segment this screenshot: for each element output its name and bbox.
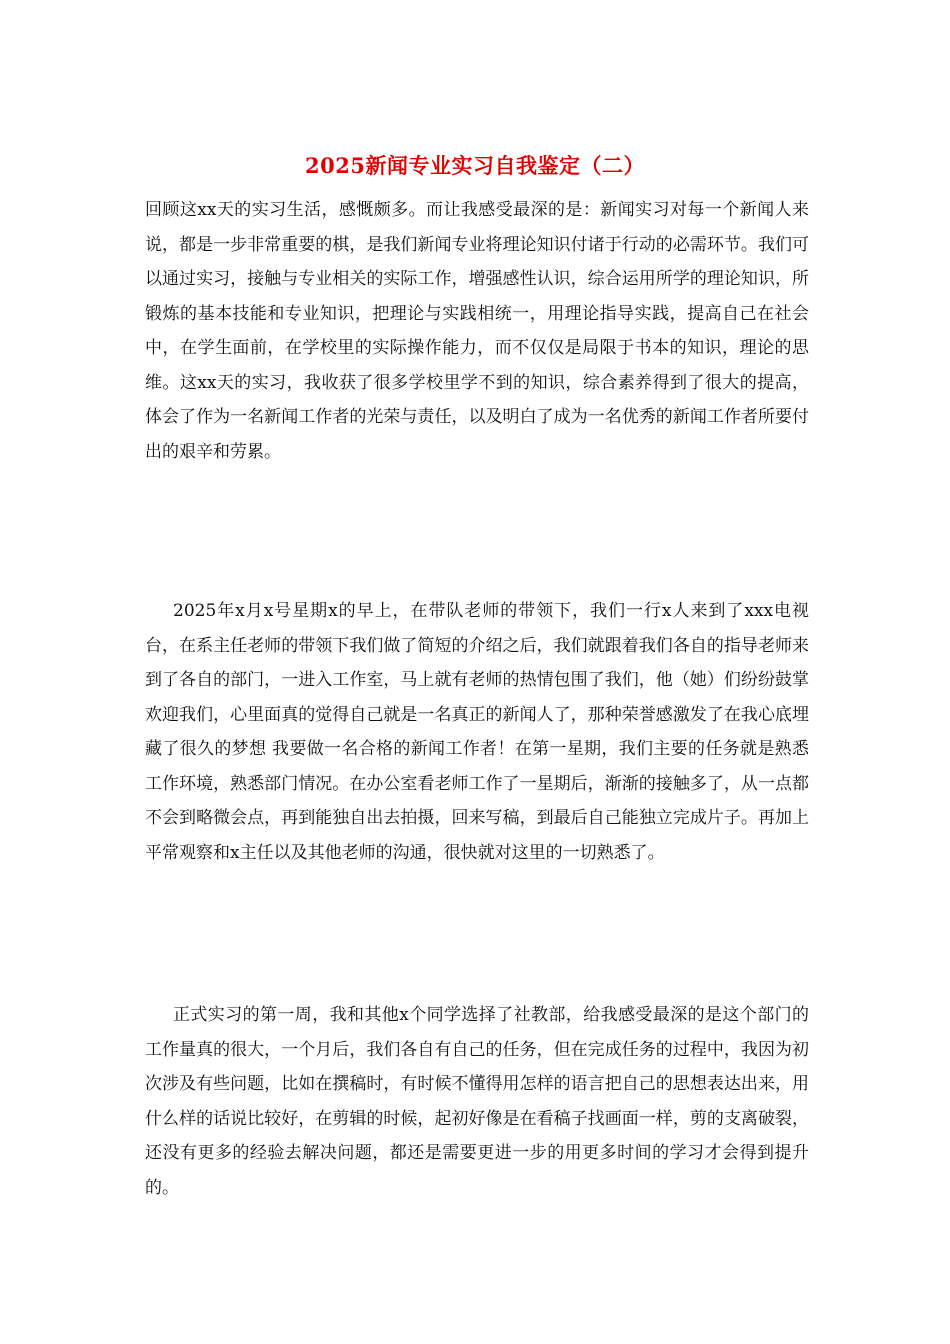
paragraph-first-week: 正式实习的第一周，我和其他x个同学选择了社教部，给我感受最深的是这个部门的工作量真的很大，一个月后，我们各自有自己的任务，但在完成任务的过程中，我因为初次涉及有些问题，比如在撰稿时，有时候不懂得用怎样的语言把自己的思想表达出来，用什么样的话说比较好，在剪辑的时候，起初好像是在看稿子找画面一样，剪的支离破裂，还没有更多的经验去解决问题，都还是需要更进一步的用更多时间的学习才会得到提升的。	[145, 1005, 809, 1198]
document-title: 2025新闻专业实习自我鉴定（二）	[305, 153, 645, 178]
paragraph-review: 回顾这xx天的实习生活，感慨颇多。而让我感受最深的是：新闻实习对每一个新闻人来说，都是一步非常重要的棋，是我们新闻专业将理论知识付诸于行动的必需环节。我们可以通过实习，接触与专业相关的实际工作，增强感性认识，综合运用所学的理论知识，所锻炼的基本技能和专业知识，把理论与实践相统一，用理论指导实践，提高自己在社会中，在学生面前，在学校里的实际操作能力，而不仅仅是局限于书本的知识，理论的思维。这xx天的实习，我收获了很多学校里学不到的知识，综合素养得到了很大的提高，体会了作为一名新闻工作者的光荣与责任，以及明白了成为一名优秀的新闻工作者所要付出的艰辛和劳累。	[145, 200, 809, 462]
paragraph-arrival: 2025年x月x号星期x的早上，在带队老师的带领下，我们一行x人来到了xxx电视台，在系主任老师的带领下我们做了简短的介绍之后，我们就跟着我们各自的指导老师来到了各自的部门，一进入工作室，马上就有老师的热情包围了我们，他（她）们纷纷鼓掌欢迎我们，心里面真的觉得自己就是一名真正的新闻人了，那种荣誉感激发了在我心底埋藏了很久的梦想 我要做一名合格的新闻工作者！在第一星期，我们主要的任务就是熟悉工作环境，熟悉部门情况。在办公室看老师工作了一星期后，渐渐的接触多了，从一点都不会到略微会点，再到能独自出去拍摄，回来写稿，到最后自己能独立完成片子。再加上平常观察和x主任以及其他老师的沟通，很快就对这里的一切熟悉了。	[145, 601, 809, 863]
